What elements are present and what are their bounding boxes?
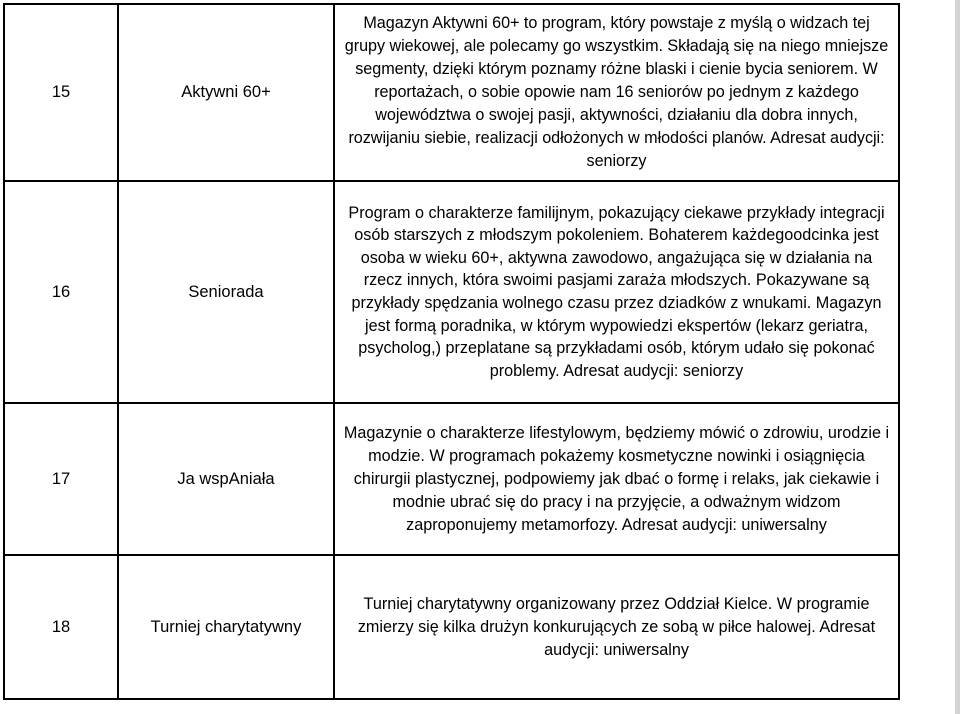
program-table [3, 3, 900, 700]
program-description-text: Magazyn Aktywni 60+ to program, który powstaje z myślą o widzach tej grupy wiekowej, ale polecamy go wszystkim. Składają się na niego mniejsze segmenty, dzięki którym poznamy różne blaski i cienie bycia seniorem. W reportażach, o sobie opowie nam 16 seniorów po jednym z każdego województwa o swojej pasji, aktywności, działaniu dla dobra innych, rozwijaniu siebie, realizacji odłożonych w młodości planów. Adresat audycji: seniorzy [344, 14, 889, 170]
program-description [334, 181, 899, 403]
program-description-text: Program o charakterze familijnym, pokazujący ciekawe przykłady integracji osób starszych z młodszym pokoleniem. Bohaterem każdegoodcinka jest osoba w wieku 60+, aktywna zawodowo, angażująca się w działania na rzecz innych, która swoimi pasjami zaraża młodszych. Pokazywane są przykłady spędzania wolnego czasu przez dziadków z wnukami. Magazyn jest formą poradnika, w którym wypowiedzi ekspertów (lekarz geriatra, psycholog,) przeplatane są przykładami osób, którym udało się pokonać problemy. Adresat audycji: seniorzy [348, 203, 885, 380]
program-description [334, 403, 899, 555]
program-title: Ja wspAniała [118, 403, 334, 555]
row-number: 18 [4, 555, 118, 699]
program-description-text: Turniej charytatywny organizowany przez Oddział Kielce. W programie zmierzy się kilka drużyn konkurujących ze sobą w piłce halowej. Adresat audycji: uniwersalny [357, 594, 876, 659]
table-row [4, 181, 899, 403]
program-title: Seniorada [118, 181, 334, 403]
program-title: Aktywni 60+ [118, 4, 334, 181]
table-row [4, 403, 899, 555]
program-description [334, 555, 899, 699]
row-number: 16 [4, 181, 118, 403]
program-description [334, 4, 899, 181]
table-row [4, 555, 899, 699]
table-row [4, 4, 899, 181]
row-number: 17 [4, 403, 118, 555]
program-title: Turniej charytatywny [118, 555, 334, 699]
program-description-text: Magazynie o charakterze lifestylowym, będziemy mówić o zdrowiu, urodzie i modzie. W programach pokażemy kosmetyczne nowinki i osiągnięcia chirurgii plastycznej, podpowiemy jak dbać o formę i relaks, jak ciekawie i modnie ubrać się do pracy i na przyjęcie, a odważnym widzom zaproponujemy metamorfozy. Adresat audycji: uniwersalny [343, 423, 890, 534]
row-number: 15 [4, 4, 118, 181]
